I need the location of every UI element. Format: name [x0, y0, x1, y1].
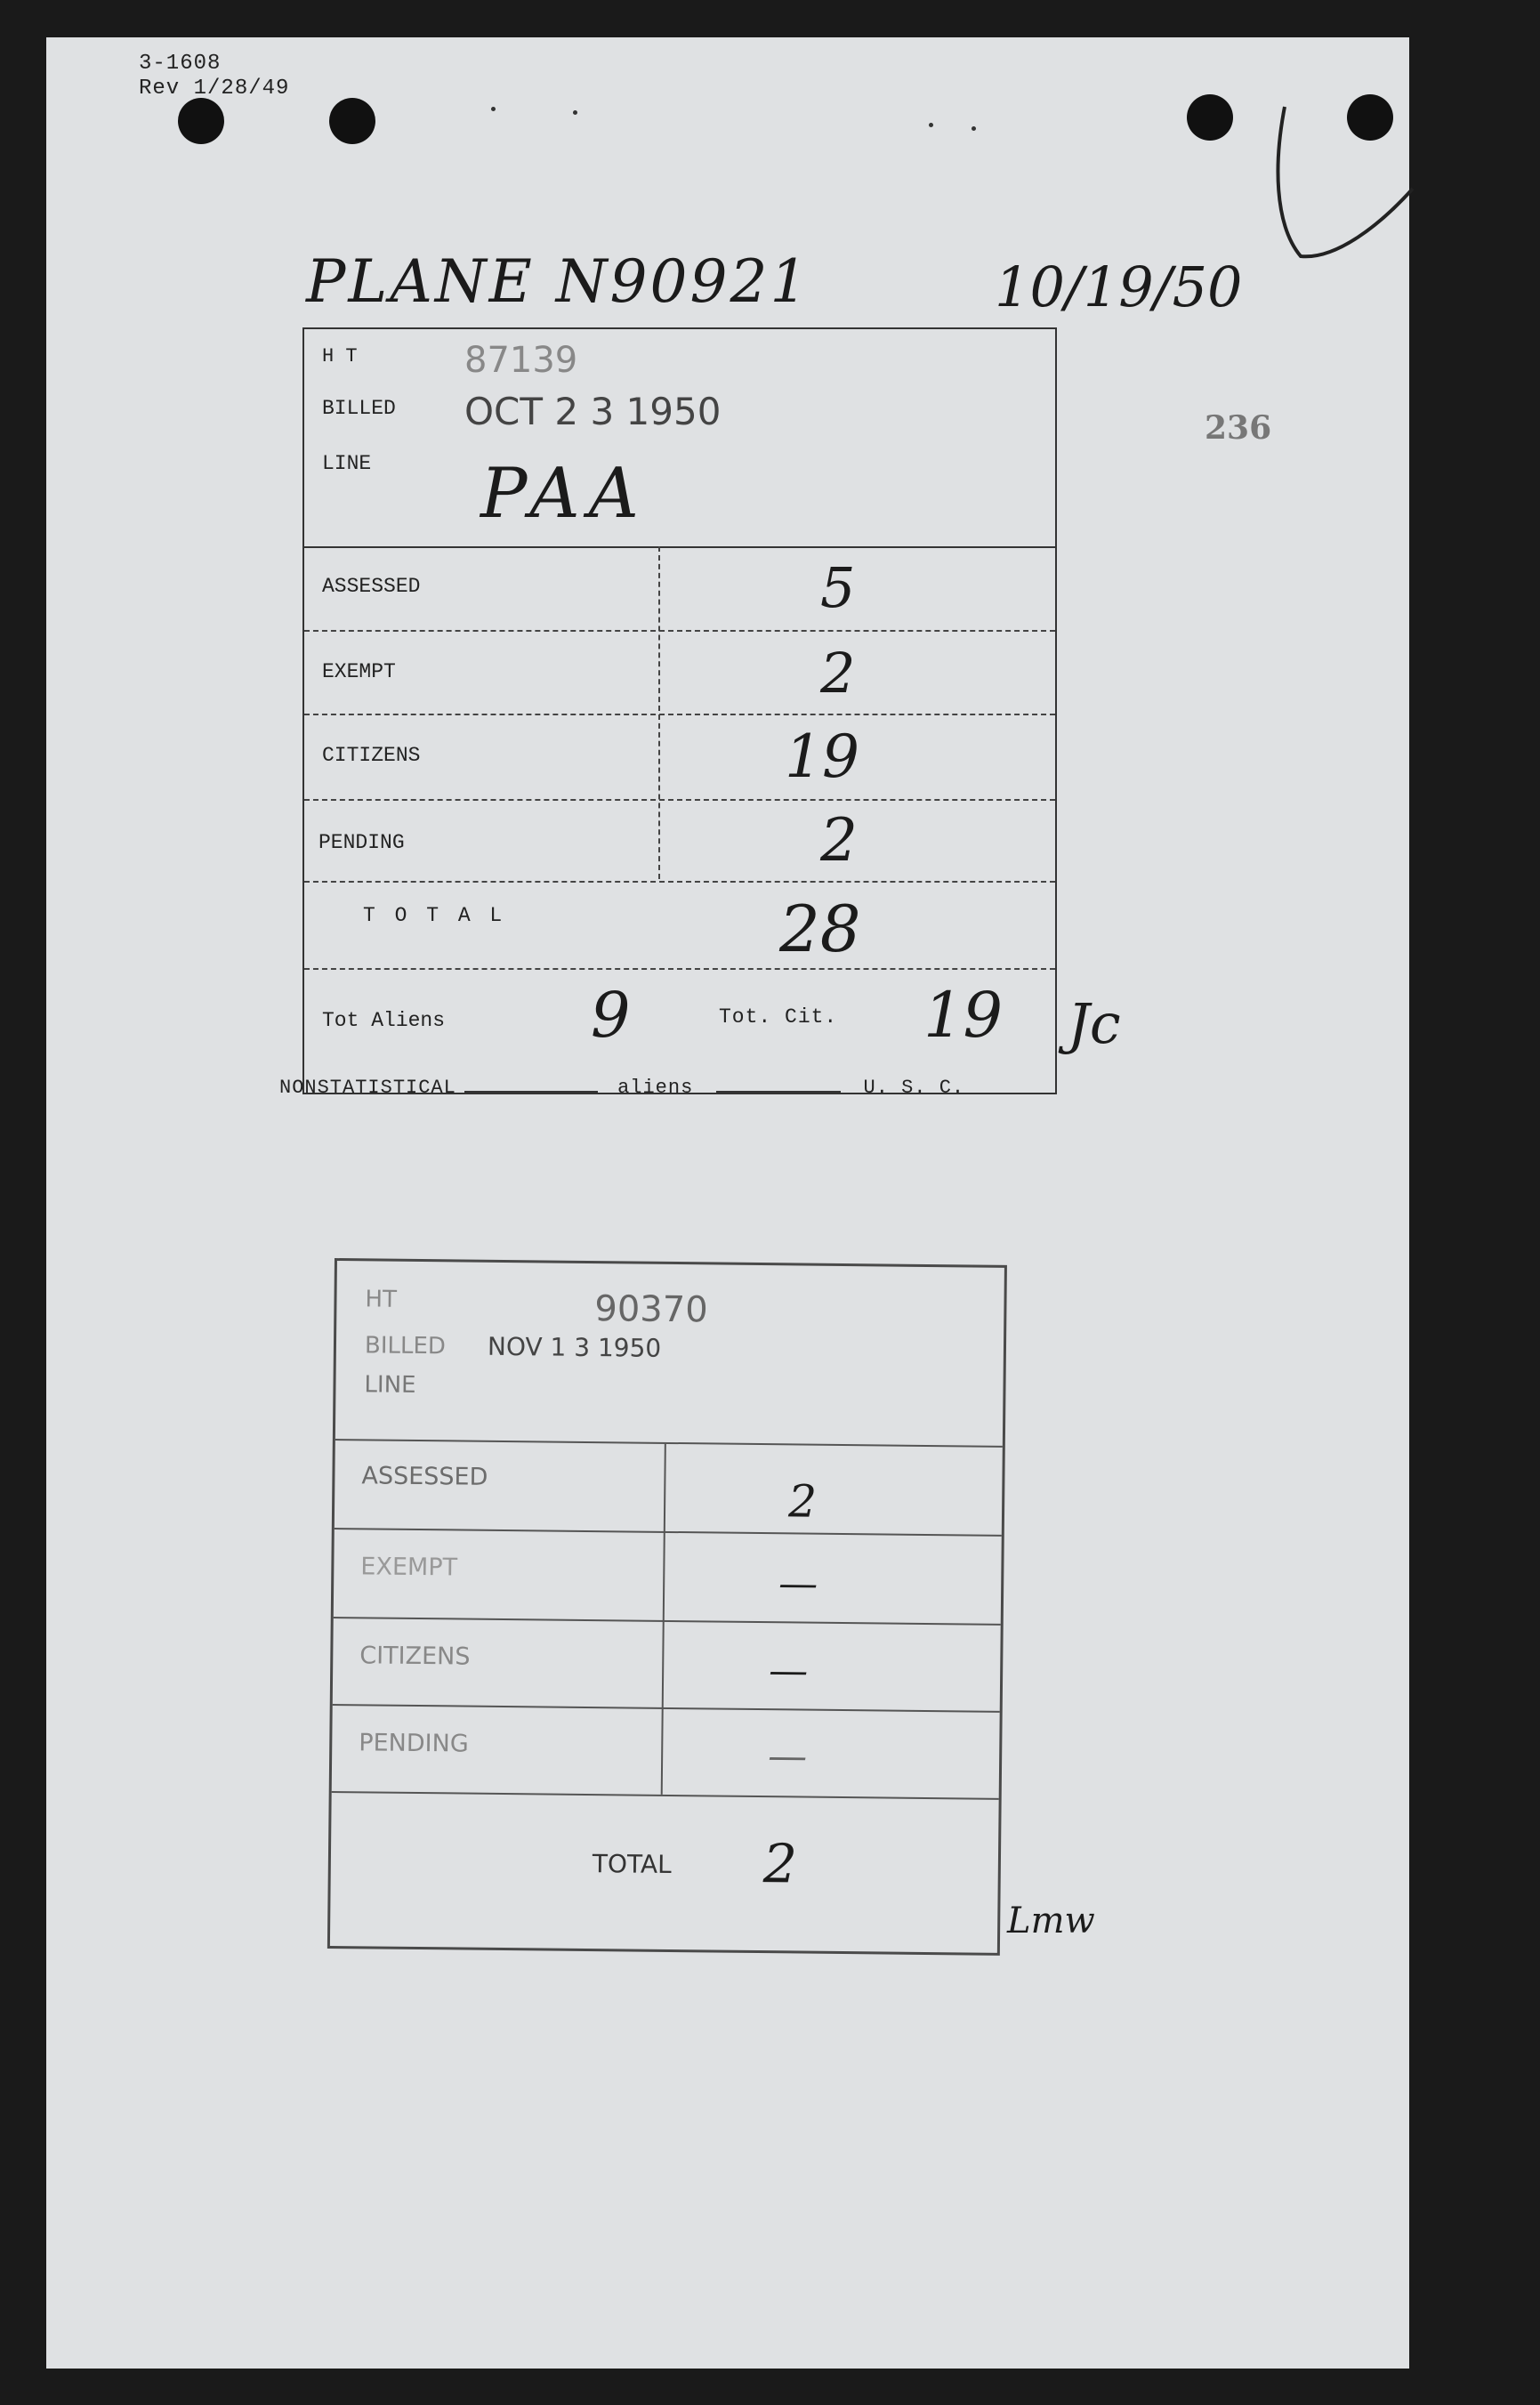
- line-label: LINE: [364, 1371, 416, 1399]
- billed-date-stamp: NOV 1 3 1950: [487, 1331, 662, 1363]
- nonstatistical-line: [279, 1077, 1080, 1103]
- tot-cit-label: Tot. Cit.: [719, 1005, 838, 1029]
- form-revision: Rev 1/28/49: [139, 77, 290, 101]
- handwritten-date: 10/19/50: [995, 254, 1243, 319]
- form1-row-pending: [304, 801, 1055, 883]
- row-value: 2: [787, 1475, 818, 1528]
- punch-hole: [1187, 94, 1233, 141]
- row-label: CITIZENS: [322, 744, 421, 767]
- manifest-form-2: [327, 1258, 1007, 1956]
- row-label: PENDING: [318, 831, 405, 854]
- manifest-form-1: [302, 327, 1057, 1094]
- ht-label: H T: [322, 345, 358, 367]
- ht-label: HT: [365, 1286, 398, 1313]
- total-label: T O T A L: [363, 904, 506, 927]
- blank-field: [716, 1091, 841, 1093]
- form1-row-totals: [304, 970, 1055, 1091]
- form1-row-citizens: [304, 715, 1055, 801]
- line-label: LINE: [322, 452, 372, 475]
- row-label: EXEMPT: [360, 1553, 458, 1582]
- ht-number: 90370: [594, 1288, 708, 1331]
- form1-row-assessed: [304, 548, 1055, 632]
- plane-number: PLANE N90921: [306, 247, 810, 316]
- punch-hole: [178, 98, 224, 144]
- column-divider: [658, 546, 660, 879]
- punch-hole: [329, 98, 375, 144]
- nonstat-label: NONSTATISTICAL: [279, 1077, 456, 1099]
- row-label: ASSESSED: [361, 1462, 488, 1491]
- nonstat-aliens: aliens: [617, 1077, 694, 1099]
- billed-date-stamp: OCT 2 3 1950: [464, 390, 722, 433]
- form1-row-exempt: [304, 632, 1055, 715]
- row-value: —: [767, 1733, 808, 1780]
- form2-row-assessed: [335, 1441, 1003, 1537]
- row-value: —: [778, 1561, 818, 1607]
- row-label: CITIZENS: [359, 1642, 471, 1671]
- total-label: TOTAL: [592, 1849, 672, 1880]
- row-label: PENDING: [359, 1729, 469, 1758]
- tot-aliens-label: Tot Aliens: [322, 1009, 446, 1032]
- row-label: ASSESSED: [322, 575, 421, 598]
- page-stamp-number: 236: [1205, 409, 1272, 447]
- initials-form2: Lmw: [1007, 1901, 1095, 1941]
- nonstat-usc: U. S. C.: [863, 1077, 965, 1099]
- tot-cit-value: 19: [923, 979, 1004, 1052]
- row-value: 5: [820, 555, 856, 620]
- blank-field: [464, 1091, 598, 1093]
- billed-label: BILLED: [364, 1332, 447, 1360]
- tot-aliens-value: 9: [591, 979, 631, 1052]
- form2-row-pending: [332, 1706, 1000, 1800]
- row-value: 2: [820, 806, 858, 875]
- form-code: 3-1608: [139, 52, 222, 76]
- check-mark-icon: [1238, 91, 1416, 278]
- total-value: 28: [779, 892, 861, 966]
- form2-row-total: [330, 1795, 999, 1949]
- row-label: EXEMPT: [322, 660, 396, 683]
- row-value: 19: [785, 722, 859, 791]
- row-value: 2: [820, 641, 856, 706]
- form1-row-total: [304, 883, 1055, 970]
- form2-row-exempt: [334, 1529, 1002, 1626]
- document-sheet: [46, 37, 1409, 2369]
- form2-row-citizens: [333, 1618, 1001, 1713]
- initials-form1: Jc: [1068, 991, 1121, 1056]
- total-value: 2: [762, 1833, 798, 1896]
- row-value: —: [768, 1648, 809, 1694]
- line-value: PAA: [480, 454, 648, 534]
- ht-number: 87139: [464, 340, 578, 381]
- form1-header: [304, 329, 1055, 548]
- billed-label: BILLED: [322, 397, 396, 420]
